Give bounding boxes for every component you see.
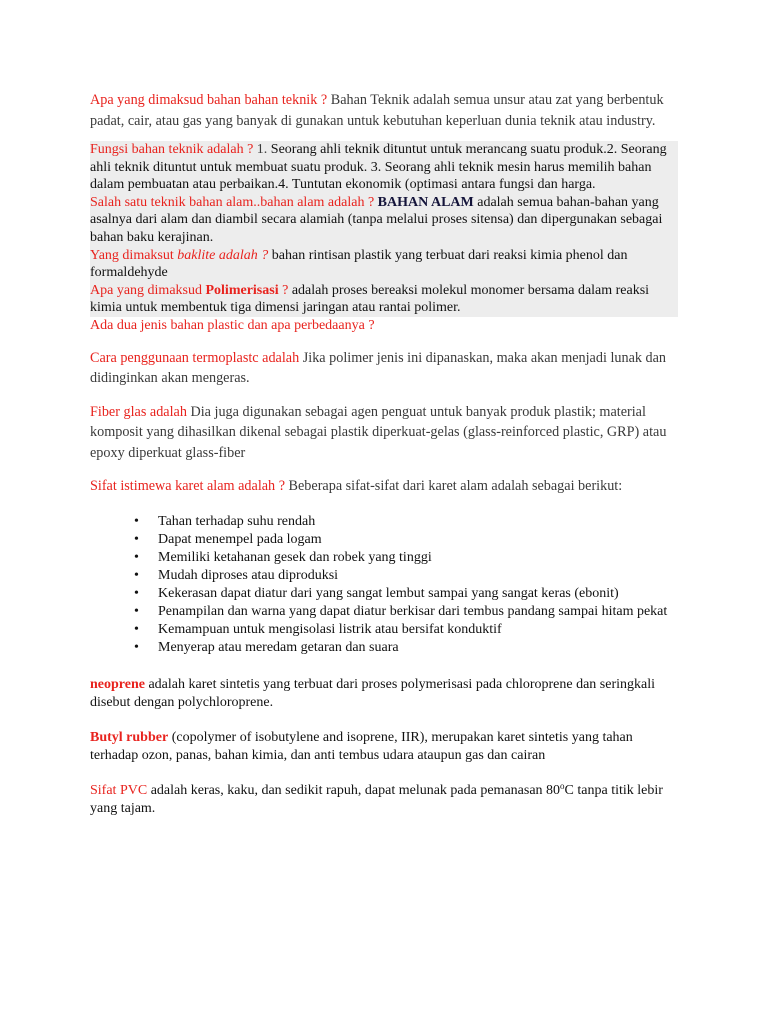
neoprene-answer: adalah karet sintetis yang terbuat dari proses polymerisasi pada chloroprene dan seringkali disebut dengan polychloroprene. [90, 676, 656, 710]
document-page [90, 90, 682, 818]
dua-jenis-question: Ada dua jenis bahan plastic dan apa perbedaanya ? [90, 317, 682, 335]
list-item: • Penampilan dan warna yang dapat diatur berkisar dari tembus pandang sampai hitam pekat [158, 603, 682, 621]
neoprene-term: neoprene [90, 676, 145, 692]
list-item: • Tahan terhadap suhu rendah [158, 513, 682, 531]
highlighted-block [90, 141, 678, 317]
termoplast-answer: Jika polimer jenis ini dipanaskan, maka akan menjadi lunak dan didinginkan akan mengeras. [90, 349, 666, 387]
bahan-alam-answer: adalah semua bahan-bahan yang asalnya dari alam dan diambil secara alamiah (tanpa melalui proses sitensa) dan dipergunakan sebagai bahan baku kerajinan. [90, 194, 663, 245]
pvc-answer-a: adalah keras, kaku, dan sedikit rapuh, dapat melunak pada pemanasan 80 [147, 782, 561, 798]
list-item: • Memiliki ketahanan gesek dan robek yang tinggi [158, 549, 682, 567]
pvc-answer-b: C tanpa titik lebir yang tajam. [90, 782, 663, 816]
pvc-paragraph [90, 782, 682, 818]
baklite-paragraph [90, 247, 678, 282]
neoprene-paragraph [90, 676, 682, 712]
polimerisasi-question-prefix: Apa yang dimaksud [90, 282, 206, 298]
pvc-question: Sifat PVC [90, 782, 148, 798]
baklite-answer: bahan rintisan plastik yang terbuat dari reaksi kimia phenol dan formaldehyde [90, 247, 628, 281]
karet-question: Sifat istimewa karet alam adalah ? [90, 478, 285, 495]
fiber-answer: Dia juga digunakan sebagai agen penguat untuk banyak produk plastik; material komposit yang dihasilkan dikenal sebagai plastik diperkuat-gelas (glass-reinforced plastic, GRP) atau epoxy diperkuat glass-fiber [90, 403, 667, 461]
bahan-alam-term: BAHAN ALAM [377, 194, 474, 210]
list-item: • Kemampuan untuk mengisolasi listrik atau bersifat konduktif [158, 621, 682, 639]
karet-properties-list [90, 513, 682, 657]
polimerisasi-question-suffix: ? [278, 282, 289, 298]
baklite-question-prefix: Yang dimaksut [90, 247, 178, 263]
polimerisasi-answer: adalah proses bereaksi molekul monomer bersama dalam reaksi kimia untuk membentuk tiga dimensi jaringan atau rantai polimer. [90, 282, 650, 316]
butyl-paragraph [90, 729, 682, 765]
bahan-teknik-question: Apa yang dimaksud bahan bahan teknik ? [90, 92, 328, 108]
fungsi-question: Fungsi bahan teknik adalah ? [90, 142, 254, 157]
list-item: • Menyerap atau meredam getaran dan suara [158, 639, 682, 657]
list-item: • Dapat menempel pada logam [158, 531, 682, 549]
baklite-question-italic: baklite adalah ? [177, 247, 269, 263]
list-item: • Mudah diproses atau diproduksi [158, 567, 682, 585]
degree-sup: o [560, 780, 565, 791]
butyl-answer: (copolymer of isobutylene and isoprene, IIR), merupakan karet sintetis yang tahan terhadap ozon, panas, bahan kimia, dan anti tembus udara ataupun gas dan cairan [90, 729, 633, 763]
fungsi-paragraph [90, 141, 678, 194]
polimerisasi-term: Polimerisasi [205, 282, 279, 298]
bahan-alam-question: Salah satu teknik bahan alam..bahan alam adalah ? [90, 194, 375, 210]
butyl-term: Butyl rubber [90, 729, 169, 745]
polimerisasi-paragraph [90, 282, 678, 317]
termoplast-question: Cara penggunaan termoplastc adalah [90, 349, 300, 366]
fungsi-number: 1. [253, 142, 268, 157]
karet-answer: Beberapa sifat-sifat dari karet alam adalah sebagai berikut: [285, 478, 623, 495]
list-item: • Kekerasan dapat diatur dari yang sangat lembut sampai yang sangat keras (ebonit) [158, 585, 682, 603]
bahan-alam-paragraph [90, 194, 678, 247]
fiber-question: Fiber glas adalah [90, 403, 187, 420]
karet-paragraph [90, 476, 682, 497]
termoplast-paragraph [90, 348, 682, 389]
bahan-teknik-paragraph [90, 90, 682, 131]
fiber-paragraph [90, 402, 682, 464]
bahan-teknik-answer: Bahan Teknik adalah semua unsur atau zat yang berbentuk padat, cair, atau gas yang banyak di gunakan untuk kebutuhan keperluan dunia teknik atau industry. [90, 92, 664, 129]
fungsi-answer: Seorang ahli teknik dituntut untuk merancang suatu produk.2. Seorang ahli teknik dituntut untuk membuat suatu produk. 3. Seorang ahli teknik mesin harus memilih bahan dalam pembuatan atau perbaikan.4. Tuntutan ekonomik (optimasi antara fungsi dan harga. [90, 142, 667, 193]
